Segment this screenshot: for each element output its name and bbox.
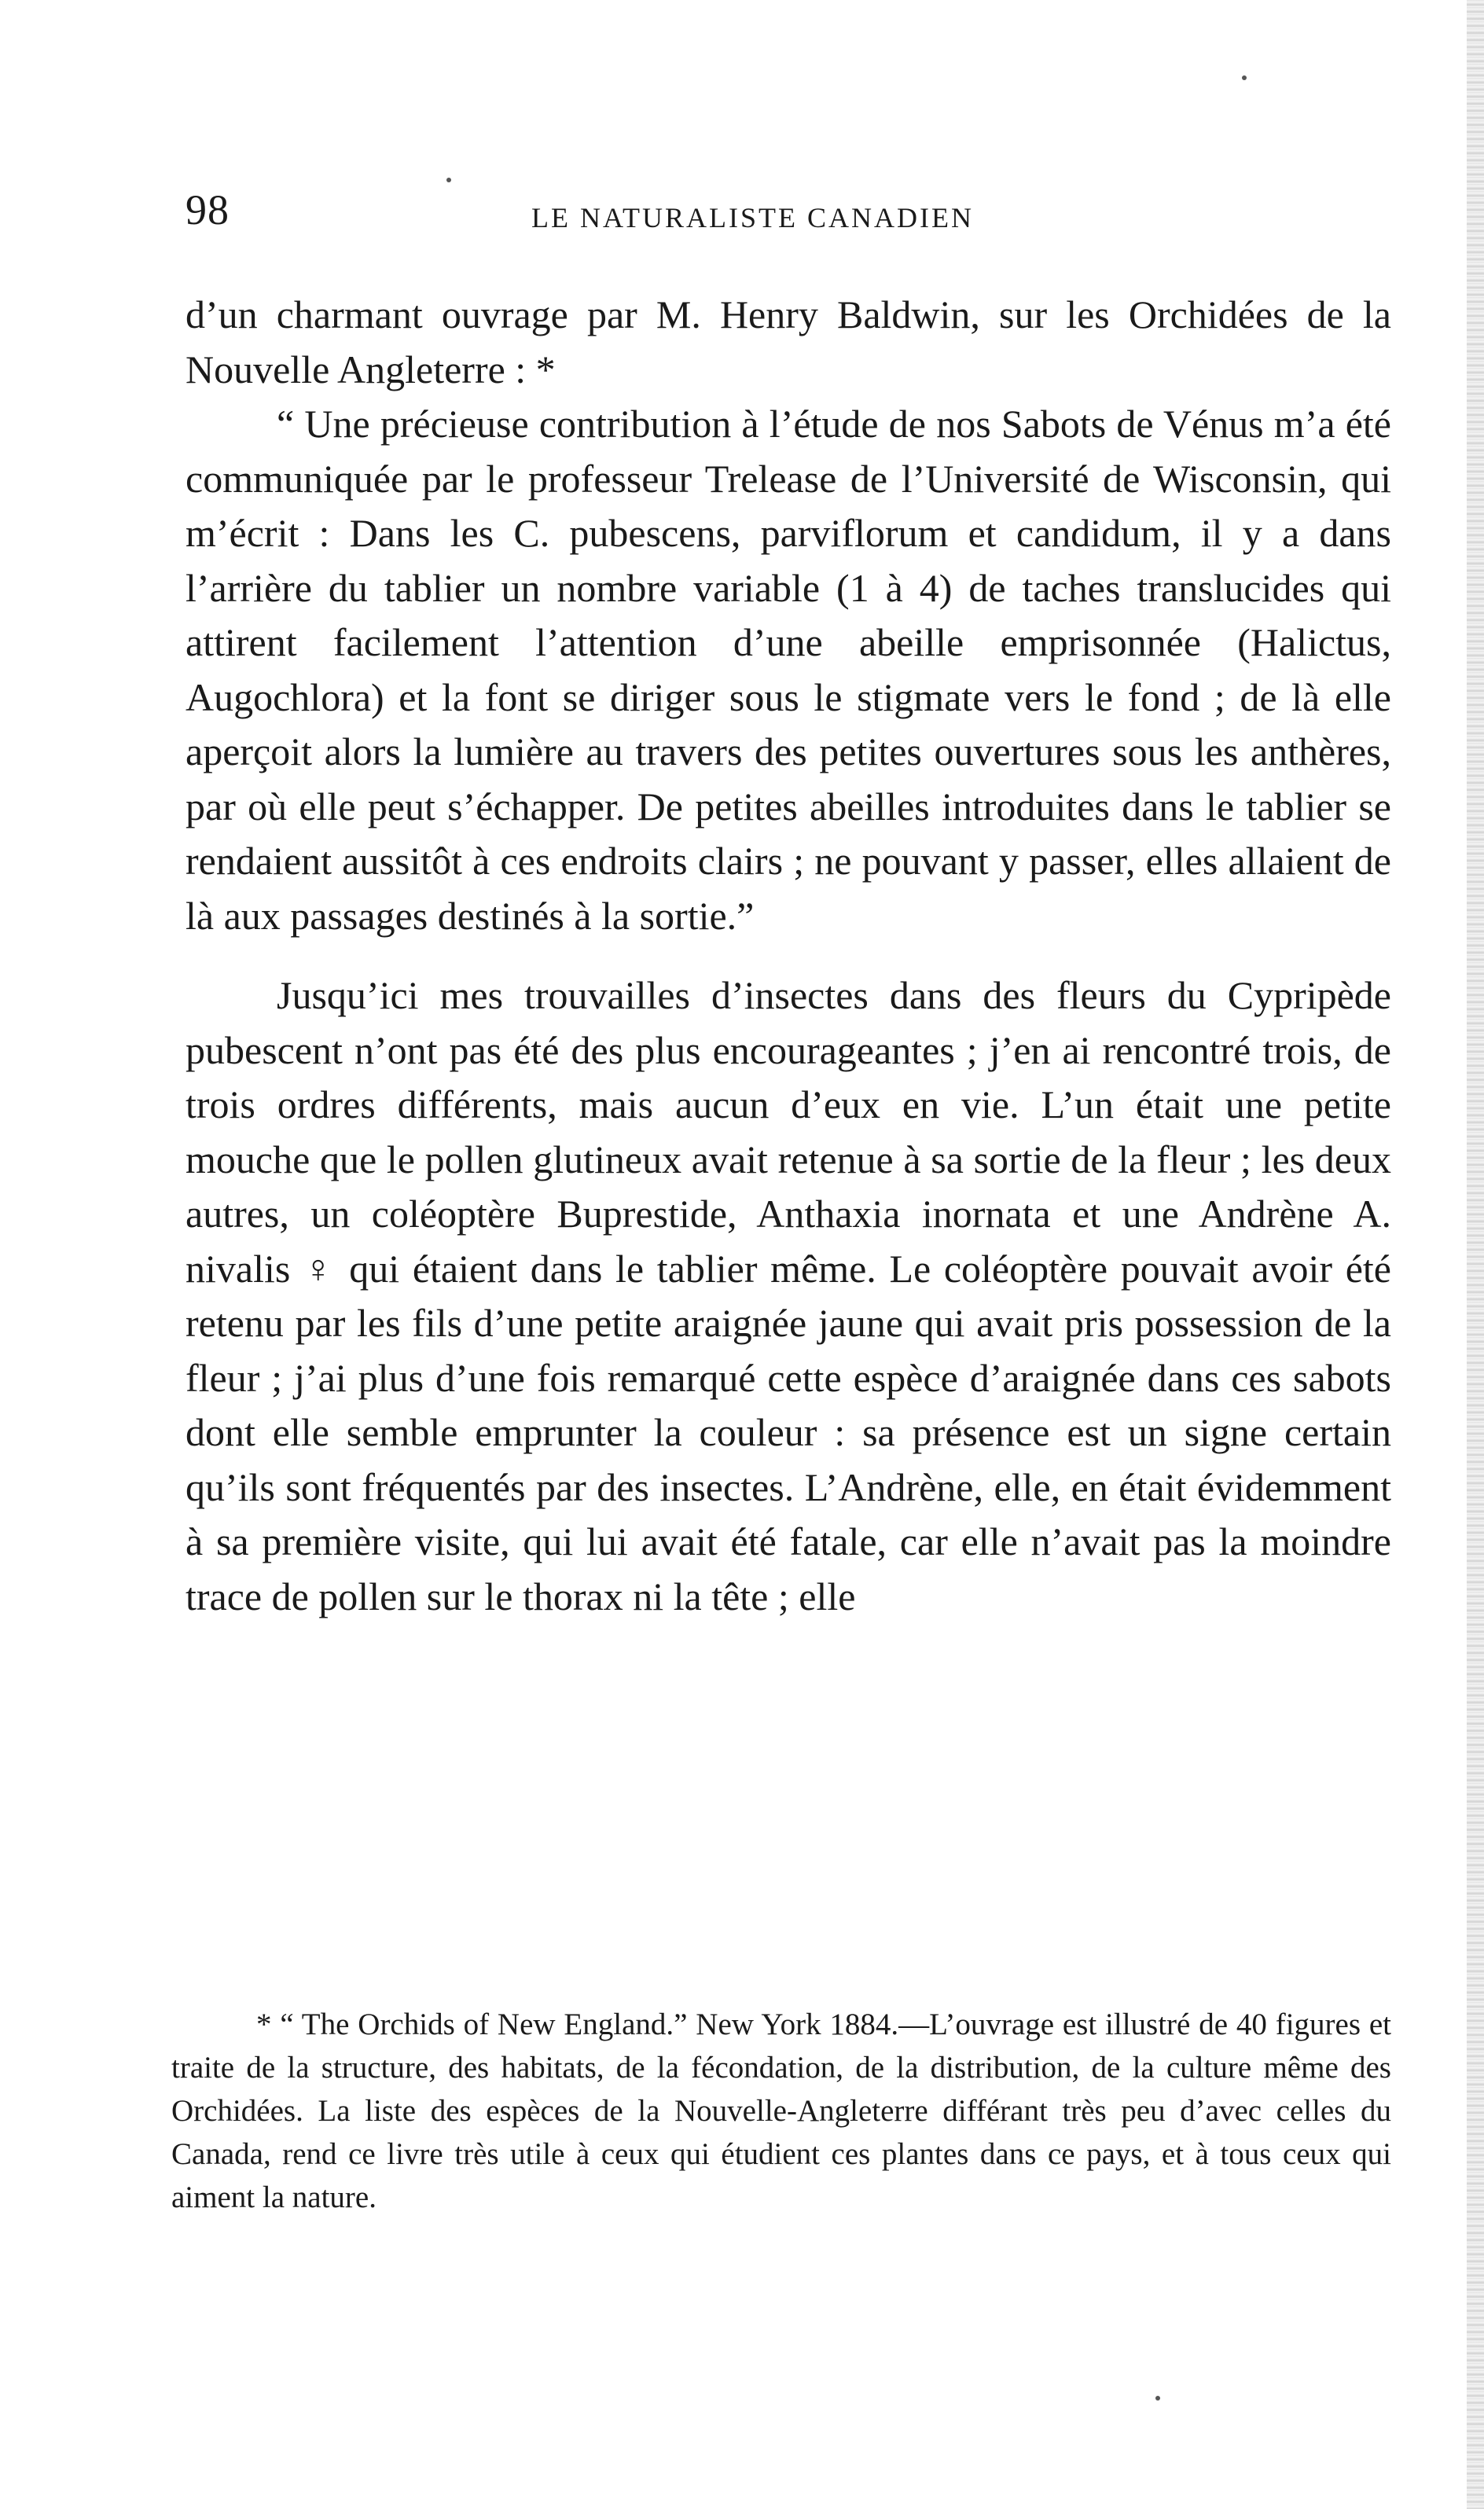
- paragraph-intro: d’un charmant ouvrage par M. Henry Baldwin, sur les Orchidées de la Nouvelle Angleterre : *: [186, 292, 1391, 391]
- scan-edge-shadow: [1467, 0, 1484, 2509]
- scan-speck: [1242, 75, 1247, 80]
- paragraph-quotation: “ Une précieuse contribution à l’étude de nos Sabots de Vénus m’a été communiquée par le professeur Trelease de l’Université de Wisconsin, qui m’écrit : Dans les C. pubescens, parviflorum et candidum, il y a dans l’arrière du tablier un nombre variable (1 à 4) de taches translucides qui attirent facilement l’attention d’une abeille emprisonnée (Halictus, Augochlora) et la font se diriger sous le stigmate vers le fond ; de là elle aperçoit alors la lumière au travers des petites ouvertures sous les anthères, par où elle peut s’échapper. De petites abeilles introduites dans le tablier se rendaient aussitôt à ces endroits clairs ; ne pouvant y passer, elles allaient de là aux passages destinés à la sortie.”: [186, 402, 1391, 938]
- footnote-text: * “ The Orchids of New England.” New York 1884.—L’ouvrage est illustré de 40 figures et traite de la structure, des habitats, de la fécondation, de la distribution, de la culture même des Orchidées. La liste des espèces de la Nouvelle-Angleterre différant très peu d’avec celles du Canada, rend ce livre très utile à ceux qui étudient ces plantes dans ce pays, et à tous ceux qui aiment la nature.: [171, 2008, 1391, 2214]
- page-number: 98: [186, 186, 230, 233]
- footnote: [171, 2003, 1391, 2219]
- scan-speck: [446, 178, 451, 182]
- body-text: [186, 288, 1391, 1624]
- paragraph-observations: Jusqu’ici mes trouvailles d’insectes dans des fleurs du Cypripède pubescent n’ont pas été des plus encourageantes ; j’en ai rencontré trois, de trois ordres différents, mais aucun d’eux en vie. L’un était une petite mouche que le pollen glutineux avait retenue à sa sortie de la fleur ; les deux autres, un coléoptère Buprestide, Anthaxia inornata et une Andrène A. nivalis ♀ qui étaient dans le tablier même. Le coléoptère pouvait avoir été retenu par les fils d’une petite araignée jaune qui avait pris possession de la fleur ; j’ai plus d’une fois remarqué cette espèce d’araignée dans ces sabots dont elle semble emprunter la couleur : sa présence est un signe certain qu’ils sont fréquentés par des insectes. L’Andrène, elle, en était évidemment à sa première visite, qui lui avait été fatale, car elle n’avait pas la moindre trace de pollen sur le thorax ni la tête ; elle: [186, 973, 1391, 1618]
- scan-speck: [1155, 2396, 1160, 2401]
- running-title: LE NATURALISTE CANADIEN: [531, 202, 974, 233]
- page-header: [186, 186, 1393, 241]
